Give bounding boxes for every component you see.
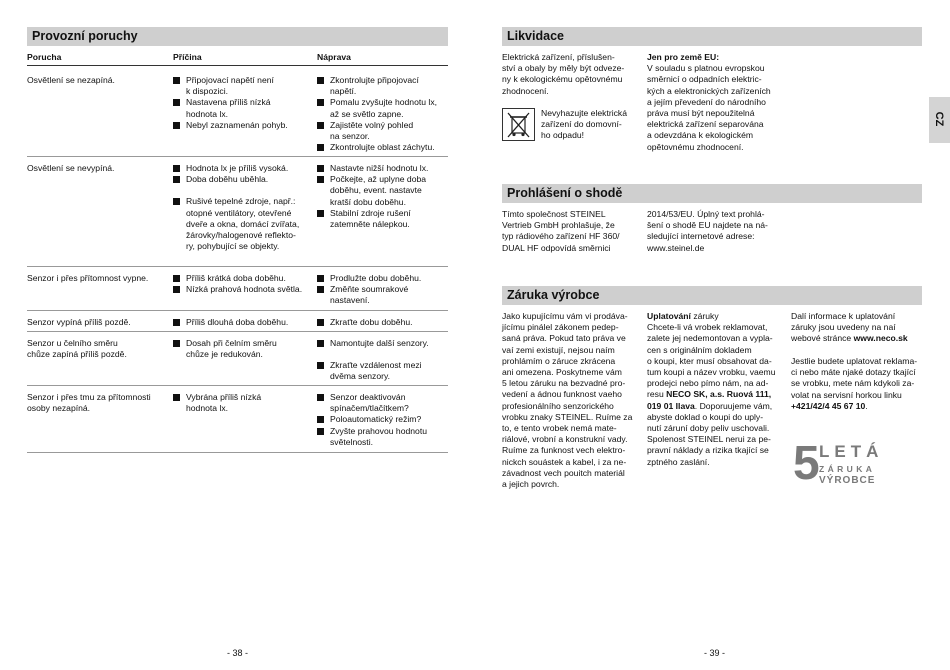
text-line: Vertrieb GmbH prohlašuje, že — [502, 220, 615, 231]
bullet-square-icon — [317, 416, 324, 423]
text-line: a jejím převedení do národního — [647, 96, 766, 107]
logo-number: 5 — [793, 437, 820, 490]
text-line: na senzor. — [330, 131, 370, 142]
text-line: prohlámím o záruce zkrácena — [502, 355, 616, 366]
bullet-square-icon — [173, 99, 180, 106]
text-line: elektrická zařízení separována — [647, 119, 764, 130]
bullet-item — [173, 284, 313, 295]
bullet-square-icon — [317, 99, 324, 106]
bullet-square-icon — [173, 165, 180, 172]
text-line: vedení a ádnou funknost vaeho — [502, 389, 622, 400]
fix-cell — [317, 273, 457, 307]
text-line: chůze zapíná příliš pozdě. — [27, 349, 127, 360]
section-header-conformity — [502, 184, 922, 203]
text-line: Elektrická zařízení, příslušen- — [502, 52, 615, 62]
text-line: 2014/53/EU. Úplný text prohlá- — [647, 209, 765, 219]
text-line: www.steinel.de — [647, 242, 705, 253]
bullet-item — [173, 338, 313, 360]
fault-cell — [27, 392, 167, 414]
text-line: Spolenost STEINEL nerui za pe- — [647, 434, 771, 445]
text-line: Nastavena příliš nízká — [186, 97, 271, 108]
text-line: ci nebo máte njaké dotazy tkající — [791, 367, 916, 378]
bullet-item — [317, 273, 457, 284]
page-number-right: - 39 - — [704, 648, 726, 658]
text-line: práva musí být nepoužitelná — [647, 108, 755, 119]
text-line: Senzor u čelního směru — [27, 338, 118, 348]
cause-cell — [173, 338, 313, 360]
text-line: Doba doběhu uběhla. — [186, 174, 269, 185]
page-number-left: - 38 - — [227, 648, 249, 658]
text-line: Ruíme za funknost vech elektro- — [502, 445, 626, 456]
bullet-item — [317, 75, 457, 97]
cause-cell — [173, 163, 313, 252]
bullet-item — [173, 196, 313, 252]
text-line: Osvětlení se nevypíná. — [27, 163, 115, 173]
bullet-item — [317, 360, 457, 382]
bullet-square-icon — [317, 362, 324, 369]
text-line: Senzor deaktivován — [330, 392, 406, 402]
text-line: závadnost vech pouitch materiál — [502, 467, 625, 478]
cause-cell — [173, 392, 313, 414]
bullet-item — [317, 392, 457, 414]
eu-body — [647, 63, 787, 153]
text-line: hodnota lx. — [186, 108, 229, 119]
text-line: sledující internetové adrese: — [647, 231, 755, 242]
text-line: zařízení do domovní- — [541, 119, 622, 130]
bullet-item — [173, 97, 313, 119]
cause-cell — [173, 273, 313, 295]
text-line: Zvyšte prahovou hodnotu — [330, 425, 427, 436]
bullet-square-icon — [317, 275, 324, 282]
text-line: nutí záruní doby peliv uschovali. — [647, 423, 770, 434]
text-line: zhodnocení. — [502, 85, 549, 96]
fix-cell — [317, 75, 457, 153]
bullet-item — [317, 338, 457, 349]
warranty-logo — [793, 437, 884, 490]
text-line: Počkejte, až uplyne doba — [330, 174, 427, 185]
text-line: Jako kupujícímu vám vi prodáva- — [502, 311, 628, 321]
bullet-square-icon — [173, 77, 180, 84]
fault-cell — [27, 338, 167, 360]
bullet-square-icon — [173, 122, 180, 129]
warranty-text-3b — [791, 356, 926, 412]
text-line: zalete jej nedemontovan a vypla- — [647, 333, 773, 344]
cause-cell — [173, 317, 313, 328]
text-line: Změňte soumrakové — [330, 284, 409, 295]
text-line: Dosah při čelním směru — [186, 338, 277, 348]
col-header-cause: Příčina — [173, 52, 202, 62]
text-line: saná práva. Pokud tato práva ve — [502, 333, 626, 344]
bullet-square-icon — [173, 275, 180, 282]
text-line: ho odpadu! — [541, 130, 585, 141]
text-line: Nízká prahová hodnota světla. — [186, 284, 303, 295]
text-line: kratší dobu doběhu. — [330, 196, 406, 207]
text-line: Chcete-li vá vrobek reklamovat, — [647, 322, 768, 333]
text-line: vaí zemi existují, nejsou naím — [502, 344, 615, 355]
section-header-warranty — [502, 286, 922, 305]
bullet-square-icon — [317, 165, 324, 172]
text-line: hodnota lx. — [186, 403, 229, 414]
bullet-square-icon — [317, 319, 324, 326]
bullet-item — [173, 174, 313, 185]
bullet-square-icon — [317, 340, 324, 347]
text-line: +421/42/4 45 67 10. — [791, 400, 868, 411]
logo-word-1: LETÁ — [819, 442, 884, 461]
bullet-item — [173, 75, 313, 97]
text-line: Dalí informace k uplatování — [791, 311, 896, 321]
bullet-square-icon — [173, 340, 180, 347]
fix-cell — [317, 317, 457, 328]
text-line: volat na servisní horkou linku — [791, 389, 902, 400]
bullet-item — [317, 97, 457, 119]
language-tab — [929, 97, 950, 143]
text-line: 019 01 Ilava. Doporuujeme vám, — [647, 400, 773, 411]
text-line: Nevyhazujte elektrická — [541, 108, 627, 118]
text-line: chůze je redukován. — [186, 349, 263, 360]
warranty-text-1 — [502, 311, 642, 490]
bullet-item — [317, 317, 457, 328]
fix-cell — [317, 163, 457, 230]
text-line: nastavení. — [330, 295, 370, 306]
disposal-icon-text — [541, 108, 646, 142]
bullet-square-icon — [317, 286, 324, 293]
fault-cell — [27, 273, 167, 284]
bullet-square-icon — [317, 394, 324, 401]
fault-cell — [27, 163, 167, 174]
text-line: doběhu, event. nastavte — [330, 185, 422, 196]
text-line: osoby nezapíná. — [27, 403, 91, 414]
conformity-title: Prohlášení o shodě — [507, 186, 623, 200]
text-line: Rušivé tepelné zdroje, např.: — [186, 196, 296, 207]
bullet-item — [173, 317, 313, 328]
text-line: ny k ekologickému opětovnému — [502, 74, 623, 85]
bullet-item — [173, 163, 313, 174]
conformity-text-2 — [647, 209, 787, 254]
text-line: napětí. — [330, 86, 357, 97]
bullet-item — [317, 426, 457, 448]
text-line: resu NECO SK, a.s. Ruová 111, — [647, 389, 772, 400]
warranty-text-2 — [647, 311, 787, 468]
text-line: až se světlo zapne. — [330, 108, 404, 119]
row-divider — [27, 331, 448, 332]
text-line: Jestlie budete uplatovat reklama- — [791, 356, 918, 366]
text-line: Příliš dlouhá doba doběhu. — [186, 317, 289, 327]
text-line: se vrobku, mete nám kdykoli za- — [791, 378, 915, 389]
text-line: Uplatování záruky — [647, 311, 719, 321]
text-line: Pomalu zvyšujte hodnotu lx, — [330, 97, 438, 108]
bullet-square-icon — [317, 77, 324, 84]
text-line: Osvětlení se nezapíná. — [27, 75, 115, 85]
text-line: o koupi, kter musí obsahovat da- — [647, 355, 772, 366]
warranty-title: Záruka výrobce — [507, 288, 600, 302]
text-line: šení o shodě EU najdete na ná- — [647, 220, 768, 231]
text-line: to, e tento vrobek nemá mate- — [502, 423, 617, 434]
bullet-square-icon — [317, 176, 324, 183]
bullet-square-icon — [317, 122, 324, 129]
text-line: Připojovací napětí není — [186, 75, 274, 85]
fix-cell — [317, 392, 457, 448]
text-line: Zajistěte volný pohled — [330, 119, 414, 130]
text-line: Stabilní zdroje rušení — [330, 207, 411, 218]
text-line: abyste doklad o koupi do uply- — [647, 411, 764, 422]
logo-word-2: ZÁRUKA — [819, 464, 876, 474]
text-line: ství a obaly by měly být odveze- — [502, 63, 625, 74]
text-line: Hodnota lx je příliš vysoká. — [186, 163, 289, 173]
text-line: Zkraťte dobu doběhu. — [330, 317, 413, 327]
text-line: prodejci nebo pímo nám, na ad- — [647, 378, 769, 389]
section-header-disposal — [502, 27, 922, 46]
text-line: profesionálního senzorického — [502, 400, 614, 411]
table-header-rule — [27, 65, 448, 66]
row-divider — [27, 156, 448, 157]
text-line: cen s originálním dokladem — [647, 344, 752, 355]
text-line: spínačem/tlačítkem? — [330, 403, 409, 414]
text-line: Senzor i přes tmu za přítomnosti — [27, 392, 151, 402]
text-line: ani omezena. Poskytneme vám — [502, 367, 622, 378]
text-line: webové stránce www.neco.sk — [791, 333, 908, 344]
logo-word-3: VÝROBCE — [819, 475, 876, 486]
eu-heading: Jen pro země EU: — [647, 52, 720, 62]
text-line: záruky jsou uvedeny na naí — [791, 322, 896, 333]
bullet-item — [173, 392, 313, 414]
text-line: jícímu pinálel zákonem pedep- — [502, 322, 619, 333]
bullet-item — [173, 273, 313, 284]
bullet-item — [317, 284, 457, 306]
text-line: Senzor vypíná příliš pozdě. — [27, 317, 131, 327]
text-line: Vybrána příliš nízká — [186, 392, 262, 402]
row-divider — [27, 452, 448, 453]
bullet-square-icon — [173, 286, 180, 293]
text-line: Zkontrolujte oblast záchytu. — [330, 142, 435, 153]
crossed-bin-icon — [502, 108, 535, 141]
text-line: Zkraťte vzdálenost mezi — [330, 360, 422, 371]
faults-title: Provozní poruchy — [32, 29, 138, 43]
text-line: světelnosti. — [330, 436, 373, 447]
text-line: DUAL HF odpovídá směrnici — [502, 242, 611, 253]
text-line: Senzor i přes přítomnost vypne. — [27, 273, 149, 283]
bullet-item — [173, 120, 313, 131]
bullet-square-icon — [317, 428, 324, 435]
text-line: 5 letou záruku na bezvadné pro- — [502, 378, 626, 389]
language-tab-label: CZ — [933, 111, 945, 127]
disposal-text — [502, 52, 642, 97]
text-line: zptného zaslání. — [647, 456, 710, 467]
bullet-square-icon — [173, 176, 180, 183]
text-line: Prodlužte dobu doběhu. — [330, 273, 422, 283]
text-line: a odevzdána k ekologickém — [647, 130, 754, 141]
text-line: Namontujte další senzory. — [330, 338, 429, 348]
bullet-item — [317, 208, 457, 230]
text-line: V souladu s platnou evropskou — [647, 63, 765, 74]
text-line: opětovnému zhodnocení. — [647, 141, 744, 152]
text-line: Tímto společnost STEINEL — [502, 209, 606, 219]
text-line: dvěma senzory. — [330, 371, 391, 382]
row-divider — [27, 266, 448, 267]
text-line: nickch souástek a kabel, i za ne- — [502, 456, 627, 467]
bullet-square-icon — [317, 210, 324, 217]
bullet-square-icon — [173, 319, 180, 326]
text-line: Poloautomatický režim? — [330, 414, 422, 425]
cause-cell — [173, 75, 313, 131]
bullet-item — [317, 174, 457, 208]
text-line: pravní náklady a rizika tkající se — [647, 445, 769, 456]
row-divider — [27, 385, 448, 386]
row-divider — [27, 310, 448, 311]
text-line: Příliš krátká doba doběhu. — [186, 273, 286, 283]
text-line: kých a elektronických zařízeních — [647, 85, 771, 96]
bullet-item — [317, 142, 457, 153]
text-line: a jejich povrch. — [502, 479, 560, 490]
text-line: typ rádiového zařízení HF 360/ — [502, 231, 620, 242]
text-line: Zkontrolujte připojovací — [330, 75, 419, 85]
text-line: ry, pohybující se objekty. — [186, 241, 280, 252]
section-header-faults — [27, 27, 448, 46]
bullet-square-icon — [173, 198, 180, 205]
text-line: k dispozici. — [186, 86, 229, 97]
col-header-fix: Náprava — [317, 52, 351, 62]
fix-cell — [317, 338, 457, 383]
fault-cell — [27, 75, 167, 86]
warranty-text-3a — [791, 311, 926, 345]
text-line: směrnicí o odpadních elektric- — [647, 74, 762, 85]
text-line: riálové, vrobní a konstrukní vady. — [502, 434, 628, 445]
text-line: žárovky/halogenové reflekto- — [186, 230, 296, 241]
text-line: dveře a okna, domácí zvířata, — [186, 218, 300, 229]
col-header-fault: Porucha — [27, 52, 62, 62]
fault-cell — [27, 317, 167, 328]
text-line: Nebyl zaznamenán pohyb. — [186, 119, 288, 130]
conformity-text-1 — [502, 209, 642, 254]
bullet-item — [317, 414, 457, 425]
text-line: zatemněte nálepkou. — [330, 219, 410, 230]
text-line: otopné ventilátory, otevřené — [186, 207, 292, 218]
text-line: vrobku znaky STEINEL. Ruíme za — [502, 411, 633, 422]
disposal-eu-text — [647, 52, 787, 153]
text-line: Nastavte nižší hodnotu lx. — [330, 163, 429, 173]
bullet-square-icon — [317, 144, 324, 151]
disposal-title: Likvidace — [507, 29, 564, 43]
bullet-square-icon — [173, 394, 180, 401]
bullet-item — [317, 163, 457, 174]
bullet-item — [317, 120, 457, 142]
text-line: tum koupi a název vrobku, vaemu — [647, 367, 776, 378]
